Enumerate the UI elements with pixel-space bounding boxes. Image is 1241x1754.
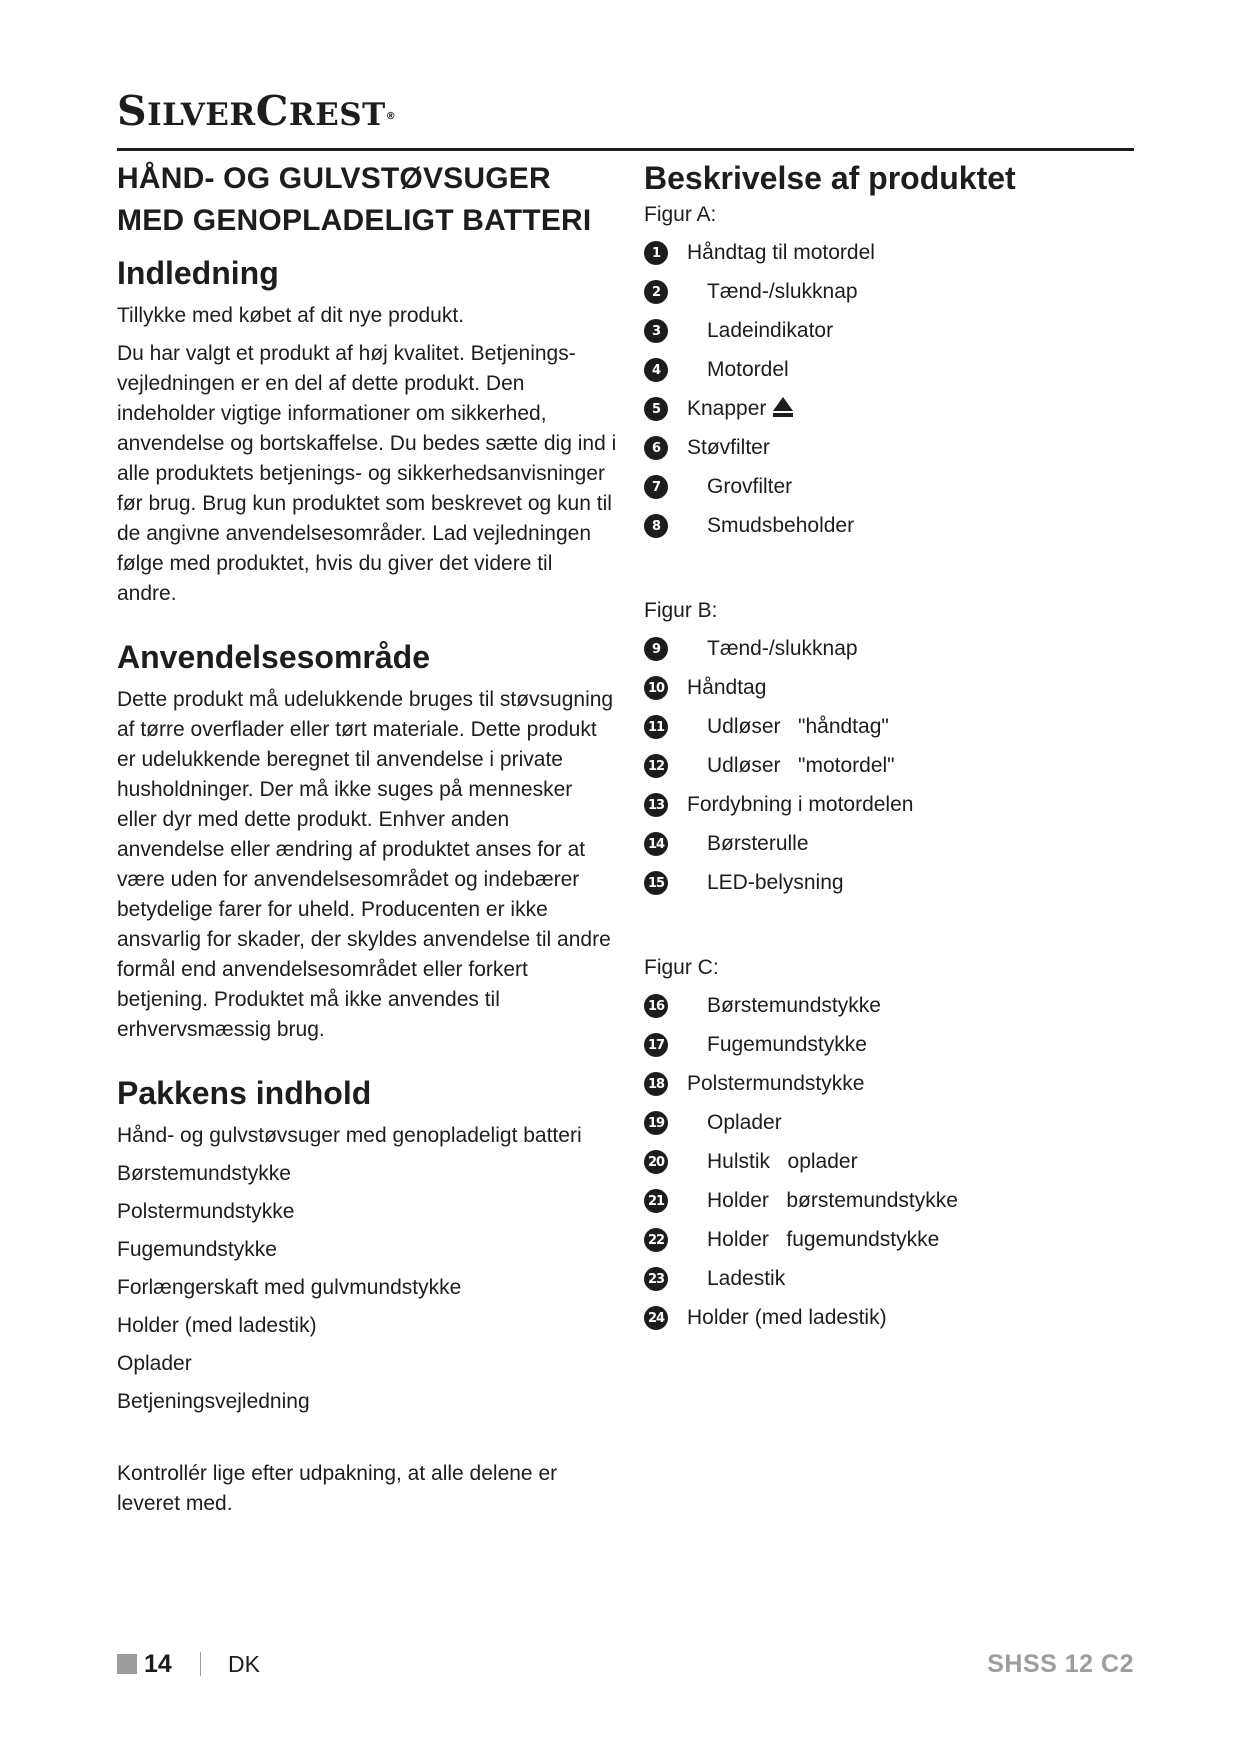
number-badge: 18 [644, 1072, 668, 1096]
number-badge: 9 [644, 637, 668, 661]
number-badge: 22 [644, 1228, 668, 1252]
language-code: DK [228, 1651, 260, 1677]
figure-item: 23 Ladestik [644, 1264, 1134, 1294]
pack-list [117, 1121, 617, 1417]
eject-triangle-icon [772, 395, 794, 424]
figure-item: 20 Hulstik oplader [644, 1147, 1134, 1177]
figure-item: 16 Børstemundstykke [644, 991, 1134, 1021]
number-badge: 23 [644, 1267, 668, 1291]
figure-b-label: Figur B: [644, 599, 718, 622]
number-badge: 21 [644, 1189, 668, 1213]
document-title [117, 158, 617, 242]
left-column [117, 158, 617, 1519]
number-badge: 24 [644, 1306, 668, 1330]
number-badge: 13 [644, 793, 668, 817]
figure-item: 5 Knapper [644, 394, 1134, 424]
title-line-2: MED GENOPLADELIGT BATTERI [117, 204, 592, 237]
figure-item: 9 Tænd-/slukknap [644, 634, 1134, 664]
number-badge: 20 [644, 1150, 668, 1174]
figure-item: 1 Håndtag til motordel [644, 238, 1134, 268]
list-item: Betjeningsvejledning [117, 1390, 310, 1413]
list-item: Hånd- og gulvstøvsuger med genopladeligt batteri [117, 1124, 582, 1147]
brand-logo: SILVERCREST® [117, 87, 397, 135]
intro-heading: Indledning [117, 255, 279, 291]
right-column [644, 158, 1134, 1342]
list-item: Fugemundstykke [117, 1238, 277, 1261]
intro-paragraph-2: Du har valgt et produkt af høj kvalitet. Betjeningsvejledningen er en del af dette produkt. Den indeholder vigtige informationer om sikkerhed, anvendelse og bortskaffelse. Du bedes sætte dig ind i alle produktets betjenings- og sikkerhedsanvisninger før brug. Brug kun produktet som beskrevet og kun til de angivne anvendelsesområder. Lad vejledningen følge med produktet, hvis du giver det videre til andre. [117, 342, 617, 605]
figure-item: 17 Fugemundstykke [644, 1030, 1134, 1060]
figure-item: 4 Motordel [644, 355, 1134, 385]
number-badge: 12 [644, 754, 668, 778]
number-badge: 15 [644, 871, 668, 895]
figure-item: 2 Tænd-/slukknap [644, 277, 1134, 307]
description-heading: Beskrivelse af produktet [644, 160, 1016, 196]
footer-divider [200, 1652, 201, 1676]
use-paragraph: Dette produkt må udelukkende bruges til støvsugning af tørre overflader eller tørt materiale. Dette produkt er udelukkende beregnet til anvendelse i private husholdninger. Der må ikke suges på mennesker eller dyr med dette produkt. Enhver anden anvendelse eller ændring af produktet anses for at være uden for anvendelsesområdet og indebærer betydelige farer for uheld. Producenten er ikke ansvarlig for skader, der skyldes anvendelse til andre formål end anvendelsesområdet eller forkert betjening. Produktet må ikke anvendes til erhvervsmæssig brug. [117, 688, 614, 1041]
header-rule [117, 148, 1134, 151]
figure-item: 3 Ladeindikator [644, 316, 1134, 346]
number-badge: 7 [644, 475, 668, 499]
number-badge: 5 [644, 397, 668, 421]
figure-item: 15 LED-belysning [644, 868, 1134, 898]
number-badge: 14 [644, 832, 668, 856]
model-number: SHSS 12 C2 [987, 1650, 1134, 1678]
figure-item: 21 Holder børstemundstykke [644, 1186, 1134, 1216]
pack-heading: Pakkens indhold [117, 1075, 372, 1111]
figure-item: 8 Smudsbeholder [644, 511, 1134, 541]
list-item: Børstemundstykke [117, 1162, 291, 1185]
figure-item: 13 Fordybning i motordelen [644, 790, 1134, 820]
footer-square [117, 1654, 137, 1674]
use-heading: Anvendelsesområde [117, 639, 431, 675]
title-line-1: HÅND- OG GULVSTØVSUGER [117, 162, 551, 195]
number-badge: 4 [644, 358, 668, 382]
figure-item: 12 Udløser "motordel" [644, 751, 1134, 781]
list-item: Oplader [117, 1352, 192, 1375]
figure-item: 14 Børsterulle [644, 829, 1134, 859]
number-badge: 3 [644, 319, 668, 343]
number-badge: 11 [644, 715, 668, 739]
figure-item: 19 Oplader [644, 1108, 1134, 1138]
list-item: Forlængerskaft med gulvmundstykke [117, 1276, 462, 1299]
number-badge: 2 [644, 280, 668, 304]
figure-item: 10 Håndtag [644, 673, 1134, 703]
figure-item: 18 Polstermundstykke [644, 1069, 1134, 1099]
figure-item: 7 Grovfilter [644, 472, 1134, 502]
intro-paragraph-1: Tillykke med købet af dit nye produkt. [117, 304, 465, 327]
list-item: Holder (med ladestik) [117, 1314, 317, 1337]
number-badge: 19 [644, 1111, 668, 1135]
number-badge: 16 [644, 994, 668, 1018]
pack-closing: Kontrollér lige efter udpakning, at alle delene er leveret med. [117, 1462, 558, 1515]
figure-item: 6 Støvfilter [644, 433, 1134, 463]
number-badge: 6 [644, 436, 668, 460]
list-item: Polstermundstykke [117, 1200, 295, 1223]
number-badge: 10 [644, 676, 668, 700]
figure-a-label: Figur A: [644, 203, 717, 226]
page-footer [117, 1646, 1134, 1682]
number-badge: 8 [644, 514, 668, 538]
figure-item: 22 Holder fugemundstykke [644, 1225, 1134, 1255]
figure-c-label: Figur C: [644, 956, 719, 979]
figure-item: 24 Holder (med ladestik) [644, 1303, 1134, 1333]
number-badge: 17 [644, 1033, 668, 1057]
page-number: 14 [144, 1650, 172, 1678]
number-badge: 1 [644, 241, 668, 265]
figure-item: 11 Udløser "håndtag" [644, 712, 1134, 742]
